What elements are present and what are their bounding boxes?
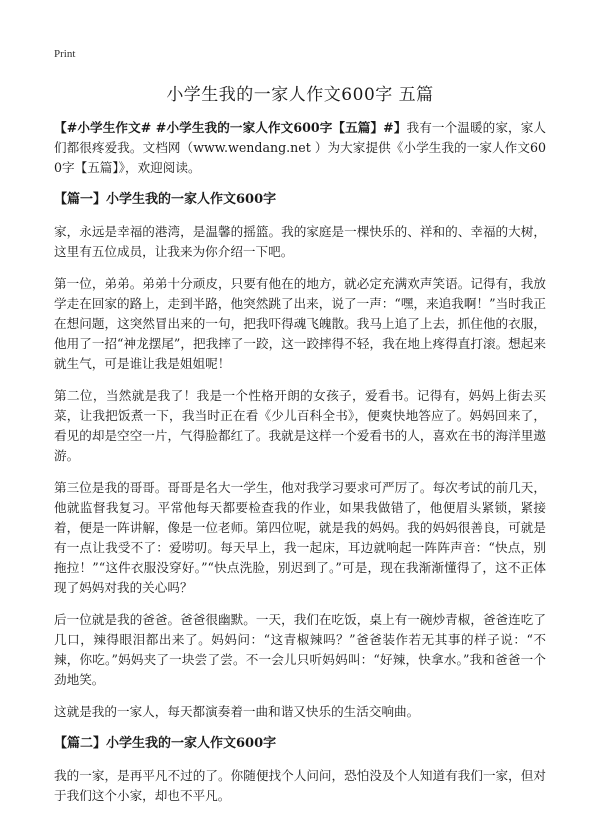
paragraph: 家，永远是幸福的港湾，是温馨的摇篮。我的家庭是一棵快乐的、祥和的、幸福的大树，这里有五位成员，让我来为你介绍一下吧。 (54, 224, 546, 259)
section-heading-1: 【篇一】小学生我的一家人作文600字 (54, 192, 277, 207)
intro-text: 我有一个温暖的家，家人们都很疼爱我。文档网（www.wendang.net ）为大家提供《小学生我的一家人作文600字【五篇】》，欢迎阅读。 (54, 120, 546, 175)
document-title: 小学生我的一家人作文600字 五篇 (166, 85, 434, 105)
document-body (54, 118, 546, 818)
paragraph: 这就是我的一家人，每天都演奏着一曲和谐又快乐的生活交响曲。 (54, 704, 420, 719)
section-heading-2: 【篇二】小学生我的一家人作文600字 (54, 736, 277, 751)
intro-paragraph (54, 118, 546, 178)
paragraph: 第二位，当然就是我了！我是一个性格开朗的女孩子，爱看书。记得有，妈妈上街去买菜，让我把饭煮一下，我当时正在看《少儿百科全书》，便爽快地答应了。妈妈回来了，看见的却是空空一片，气得脸都红了。我就是这样一个爱看书的人，喜欢在书的海洋里遨游。 (54, 388, 546, 463)
print-link[interactable]: Print (54, 48, 76, 60)
paragraph: 后一位就是我的爸爸。爸爸很幽默。一天，我们在吃饭，桌上有一碗炒青椒，爸爸连吃了几口，辣得眼泪都出来了。妈妈问：“这青椒辣吗？”爸爸装作若无其事的样子说：“不辣，你吃。”妈妈夹了一块尝了尝。不一会儿只听妈妈叫：“好辣，快拿水。”我和爸爸一个劲地笑。 (54, 612, 546, 687)
paragraph: 第三位是我的哥哥。哥哥是名大一学生，他对我学习要求可严厉了。每次考试的前几天，他就监督我复习。平常他每天都要检查我的作业，如果我做错了，他便眉头紧锁，紧接着，便是一阵讲解，像是一位老师。第四位呢，就是我的妈妈。我的妈妈很善良，可就是有一点让我受不了：爱唠叨。每天早上，我一起床，耳边就响起一阵阵声音：“快点，别拖拉！”“这件衣服没穿好。”“快点洗脸，别迟到了。”可是，现在我渐渐懂得了，这不正体现了妈妈对我的关心吗？ (54, 480, 546, 595)
intro-heading: 【#小学生作文# #小学生我的一家人作文600字【五篇】#】 (54, 120, 407, 135)
paragraph: 我的一家，是再平凡不过的了。你随便找个人问问，恐怕没及个人知道有我们一家，但对于我们这个小家，却也不平凡。 (54, 768, 546, 803)
paragraph: 第一位，弟弟。弟弟十分顽皮，只要有他在的地方，就必定充满欢声笑语。记得有，我放学走在回家的路上，走到半路，他突然跳了出来，说了一声：“嘿，来追我啊！”当时我正在想问题，这突然冒出来的一句，把我吓得魂飞魄散。我马上追了上去，抓住他的衣服，他用了一招“神龙摆尾”，把我摔了一跤，这一跤摔得不轻，我在地上疼得直打滚。想起来就生气，可是谁让我是姐姐呢！ (54, 276, 546, 371)
